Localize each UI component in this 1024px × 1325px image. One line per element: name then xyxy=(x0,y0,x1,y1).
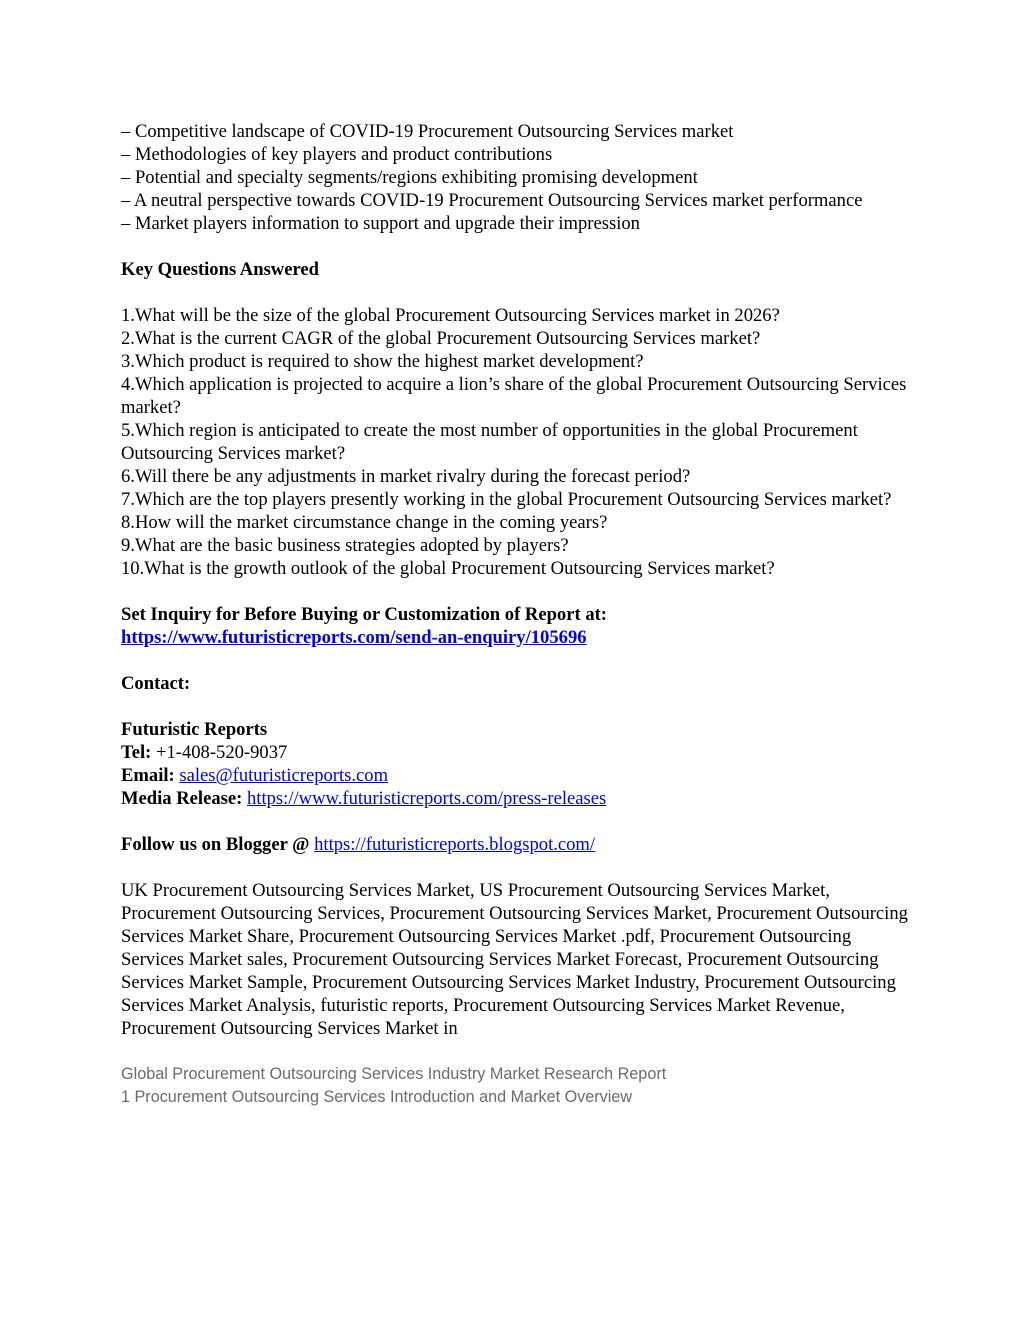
follow-line xyxy=(121,833,911,856)
feature-item: – Potential and specialty segments/regions exhibiting promising development xyxy=(121,167,698,188)
tel-value: +1-408-520-9037 xyxy=(151,742,288,763)
questions-heading: Key Questions Answered xyxy=(121,259,320,280)
document-page xyxy=(121,120,911,1109)
footer-title: Global Procurement Outsourcing Services Industry Market Research Report xyxy=(121,1065,667,1083)
tel-label: Tel: xyxy=(121,742,152,763)
tel-line xyxy=(121,741,911,764)
blogger-link[interactable]: https://futuristicreports.blogspot.com/ xyxy=(314,834,596,855)
media-label: Media Release: xyxy=(121,788,243,809)
question-item: 6.Will there be any adjustments in market rivalry during the forecast period? xyxy=(121,466,691,487)
features-list xyxy=(121,120,911,235)
company-name: Futuristic Reports xyxy=(121,719,268,740)
feature-item: – Competitive landscape of COVID-19 Procurement Outsourcing Services market xyxy=(121,121,734,142)
question-item: 3.Which product is required to show the highest market development? xyxy=(121,351,644,372)
question-item: 7.Which are the top players presently working in the global Procurement Outsourcing Services market? xyxy=(121,489,892,510)
keywords-paragraph: UK Procurement Outsourcing Services Market, US Procurement Outsourcing Services Market, Procurement Outsourcing Services, Procurement Outsourcing Services Market, Procurement Outsourcing Services Market Share, Procurement Outsourcing Services Market .pdf, Procurement Outsourcing Services Market sales, Procurement Outsourcing Services Market Forecast, Procurement Outsourcing Services Market Sample, Procurement Outsourcing Services Market Industry, Procurement Outsourcing Services Market Analysis, futuristic reports, Procurement Outsourcing Services Market Revenue, Procurement Outsourcing Services Market in xyxy=(121,880,908,1039)
media-release-link[interactable]: https://www.futuristicreports.com/press-releases xyxy=(247,788,607,809)
questions-list xyxy=(121,304,911,580)
feature-item: – Methodologies of key players and product contributions xyxy=(121,144,553,165)
inquiry-link[interactable]: https://www.futuristicreports.com/send-an-enquiry/105696 xyxy=(121,627,587,648)
question-item: 9.What are the basic business strategies adopted by players? xyxy=(121,535,569,556)
media-line xyxy=(121,787,911,810)
email-line xyxy=(121,764,911,787)
question-item: 2.What is the current CAGR of the global Procurement Outsourcing Services market? xyxy=(121,328,761,349)
feature-item: – Market players information to support and upgrade their impression xyxy=(121,213,640,234)
follow-label: Follow us on Blogger @ xyxy=(121,834,310,855)
question-item: 5.Which region is anticipated to create the most number of opportunities in the global Procurement Outsourcing Services market? xyxy=(121,420,858,464)
email-label: Email: xyxy=(121,765,175,786)
footer-section: 1 Procurement Outsourcing Services Introduction and Market Overview xyxy=(121,1088,633,1106)
email-link[interactable]: sales@futuristicreports.com xyxy=(179,765,389,786)
contact-heading: Contact: xyxy=(121,673,191,694)
question-item: 1.What will be the size of the global Procurement Outsourcing Services market in 2026? xyxy=(121,305,780,326)
inquiry-label: Set Inquiry for Before Buying or Customization of Report at: xyxy=(121,604,607,625)
report-footer xyxy=(121,1063,911,1109)
question-item: 4.Which application is projected to acquire a lion’s share of the global Procurement Outsourcing Services market? xyxy=(121,374,907,418)
question-item: 10.What is the growth outlook of the global Procurement Outsourcing Services market? xyxy=(121,558,775,579)
question-item: 8.How will the market circumstance change in the coming years? xyxy=(121,512,608,533)
feature-item: – A neutral perspective towards COVID-19 Procurement Outsourcing Services market performance xyxy=(121,190,863,211)
